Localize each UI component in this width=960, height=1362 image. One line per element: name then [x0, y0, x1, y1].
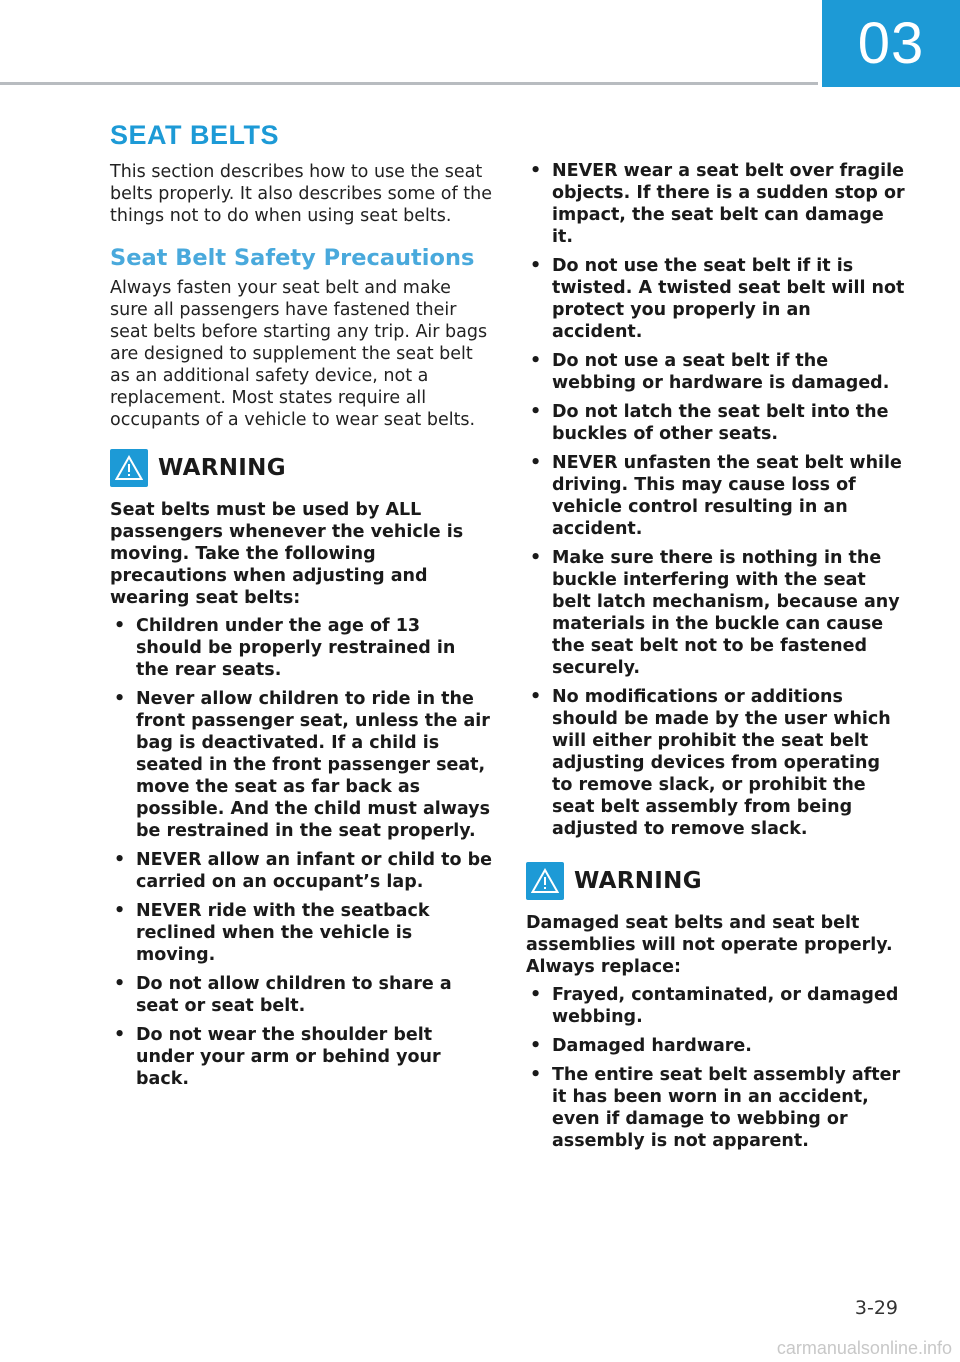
list-item: • Do not use the seat belt if it is twisted. A twisted seat belt will not protect you properly in an accident. [526, 255, 906, 343]
warning-list-continued [526, 160, 906, 840]
list-item: • Do not latch the seat belt into the buckles of other seats. [526, 401, 906, 445]
list-item: • NEVER wear a seat belt over fragile objects. If there is a sudden stop or impact, the seat belt can damage it. [526, 160, 906, 248]
warning-triangle-icon [110, 449, 148, 487]
list-item: • Do not use a seat belt if the webbing or hardware is damaged. [526, 350, 906, 394]
list-item: • No modifications or additions should be made by the user which will either prohibit the seat belt adjusting devices from operating to remove slack, or prohibit the seat belt assembly from being adjusted to remove slack. [526, 686, 906, 840]
list-item: • Damaged hardware. [526, 1035, 906, 1057]
list-item: • Children under the age of 13 should be properly restrained in the rear seats. [110, 615, 492, 681]
left-column [110, 118, 492, 1097]
page-number: 3-29 [854, 1297, 898, 1319]
list-item: • NEVER allow an infant or child to be carried on an occupant’s lap. [110, 849, 492, 893]
warning-intro: Seat belts must be used by ALL passengers whenever the vehicle is moving. Take the following precautions when adjusting and wearing seat belts: [110, 500, 464, 608]
warning-intro-2: Damaged seat belts and seat belt assemblies will not operate properly. Always replace: [526, 913, 893, 977]
list-item: • Do not allow children to share a seat or seat belt. [110, 973, 492, 1017]
chapter-tab: 03 [822, 0, 960, 87]
section-title: SEAT BELTS [110, 120, 280, 150]
warning-heading [110, 449, 492, 487]
list-item: • NEVER unfasten the seat belt while driving. This may cause loss of vehicle control resulting in an accident. [526, 452, 906, 540]
watermark: carmanualsonline.info [776, 1338, 952, 1358]
warning-label: WARNING [158, 455, 286, 481]
subsection-title: Seat Belt Safety Precautions [110, 245, 475, 271]
list-item: • Frayed, contaminated, or damaged webbing. [526, 984, 906, 1028]
subsection-text: Always fasten your seat belt and make sure all passengers have fastened their seat belts before starting any trip. Air bags are designed to supplement the seat belt as an additional safety device, not a replacement. Most states require all occupants of a vehicle to wear seat belts. [110, 278, 488, 430]
warning-heading-2 [526, 862, 906, 900]
warning-label: WARNING [574, 868, 702, 894]
warning-triangle-icon [526, 862, 564, 900]
list-item: • Never allow children to ride in the front passenger seat, unless the air bag is deactivated. If a child is seated in the front passenger seat, move the seat as far back as possible. And the child must always be restrained in the seat properly. [110, 688, 492, 842]
section-intro: This section describes how to use the seat belts properly. It also describes some of the things not to do when using seat belts. [110, 162, 492, 226]
right-column [526, 160, 906, 1159]
header-rule [0, 82, 818, 85]
list-item: • Do not wear the shoulder belt under your arm or behind your back. [110, 1024, 492, 1090]
warning-list [110, 615, 492, 1090]
list-item: • NEVER ride with the seatback reclined when the vehicle is moving. [110, 900, 492, 966]
list-item: • Make sure there is nothing in the buckle interfering with the seat belt latch mechanism, because any materials in the buckle can cause the seat belt not to be fastened securely. [526, 547, 906, 679]
warning-list-2 [526, 984, 906, 1152]
list-item: • The entire seat belt assembly after it has been worn in an accident, even if damage to webbing or assembly is not apparent. [526, 1064, 906, 1152]
